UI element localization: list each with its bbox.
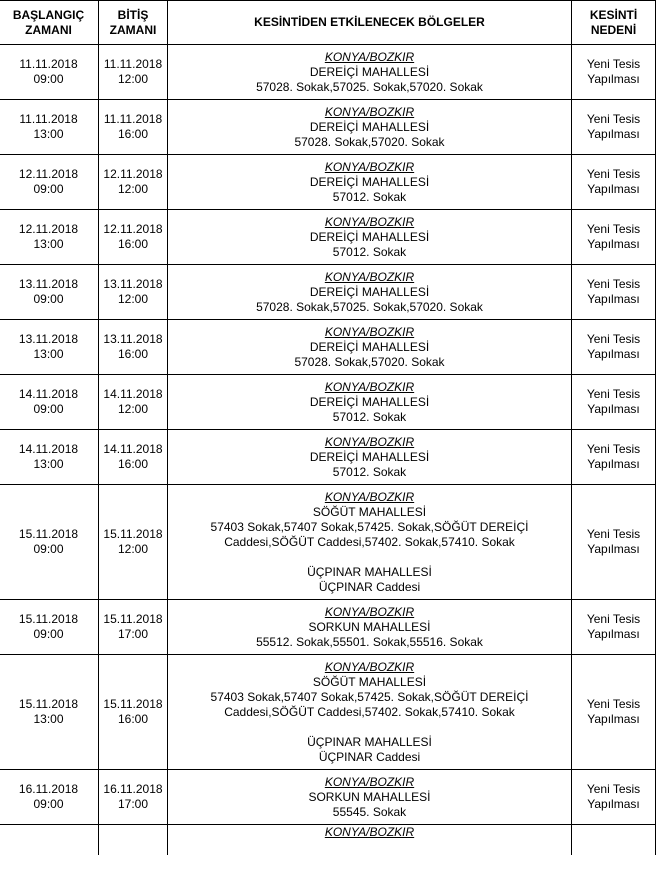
start-date: 12.11.2018 xyxy=(18,222,79,236)
area-line: SORKUN MAHALLESİ xyxy=(308,789,431,804)
province-link: KONYA/BOZKIR xyxy=(324,159,415,174)
table-row xyxy=(0,100,656,155)
reason-line: Yeni Tesis xyxy=(586,112,641,126)
reason-cell xyxy=(572,655,656,770)
reason-cell xyxy=(572,485,656,600)
end-cell xyxy=(99,655,168,770)
start-cell xyxy=(0,485,99,600)
end-date: 15.11.2018 xyxy=(103,527,163,541)
start-cell xyxy=(0,770,99,825)
area-line: 57012. Sokak xyxy=(332,189,407,204)
reason-line: Yapılması xyxy=(587,712,640,726)
end-cell xyxy=(99,430,168,485)
start-time: 13:00 xyxy=(33,457,64,471)
reason-line: Yapılması xyxy=(587,347,640,361)
end-time: 17:00 xyxy=(117,797,149,811)
area-line: 57028. Sokak,57020. Sokak xyxy=(294,134,445,149)
start-time: 09:00 xyxy=(33,402,64,416)
area-line: 57028. Sokak,57020. Sokak xyxy=(294,354,445,369)
header-reason xyxy=(572,1,656,45)
table-row xyxy=(0,825,656,856)
reason-line: Yeni Tesis xyxy=(586,442,641,456)
start-cell xyxy=(0,100,99,155)
area-line: DEREİÇİ MAHALLESİ xyxy=(309,449,430,464)
end-time: 16:00 xyxy=(117,457,149,471)
end-cell xyxy=(99,45,168,100)
start-date: 14.11.2018 xyxy=(18,442,79,456)
reason-cell xyxy=(572,825,656,856)
header-row xyxy=(0,1,656,45)
start-cell xyxy=(0,825,99,856)
area-cell xyxy=(168,770,572,825)
area-cell xyxy=(168,210,572,265)
reason-cell xyxy=(572,45,656,100)
start-cell xyxy=(0,45,99,100)
end-date: 11.11.2018 xyxy=(103,112,163,126)
reason-line: Yapılması xyxy=(587,402,640,416)
area-line: 57012. Sokak xyxy=(332,409,407,424)
area-line: DEREİÇİ MAHALLESİ xyxy=(309,119,430,134)
start-time: 09:00 xyxy=(33,542,64,556)
table-row xyxy=(0,655,656,770)
end-cell xyxy=(99,320,168,375)
province-link: KONYA/BOZKIR xyxy=(324,434,415,449)
start-time: 09:00 xyxy=(33,292,64,306)
end-time: 12:00 xyxy=(117,402,149,416)
area-line: 55512. Sokak,55501. Sokak,55516. Sokak xyxy=(256,634,483,649)
start-cell xyxy=(0,210,99,265)
start-date: 15.11.2018 xyxy=(18,697,79,711)
header-end-line2: ZAMANI xyxy=(109,22,157,37)
header-end-time xyxy=(99,1,168,45)
line-gap xyxy=(168,550,571,565)
province-link: KONYA/BOZKIR xyxy=(324,604,415,619)
area-line: DEREİÇİ MAHALLESİ xyxy=(309,64,430,79)
area-line: 57403 Sokak,57407 Sokak,57425. Sokak,SÖĞÜT DEREİÇİ xyxy=(210,519,529,534)
start-cell xyxy=(0,430,99,485)
end-date: 14.11.2018 xyxy=(103,387,163,401)
area-cell xyxy=(168,155,572,210)
end-time: 17:00 xyxy=(117,627,149,641)
reason-line: Yeni Tesis xyxy=(586,57,641,71)
reason-cell xyxy=(572,770,656,825)
end-date: 15.11.2018 xyxy=(103,697,163,711)
end-date: 14.11.2018 xyxy=(103,442,163,456)
table-row xyxy=(0,210,656,265)
header-reason-line1: KESİNTİ xyxy=(589,7,638,22)
table-row xyxy=(0,485,656,600)
reason-line: Yapılması xyxy=(587,627,640,641)
start-date: 14.11.2018 xyxy=(18,387,79,401)
reason-line: Yeni Tesis xyxy=(586,527,641,541)
table-row xyxy=(0,45,656,100)
end-time: 16:00 xyxy=(117,712,149,726)
start-date: 15.11.2018 xyxy=(18,612,79,626)
end-date: 11.11.2018 xyxy=(103,57,163,71)
area-cell xyxy=(168,375,572,430)
start-cell xyxy=(0,375,99,430)
header-start-line2: ZAMANI xyxy=(25,22,72,37)
start-time: 13:00 xyxy=(33,237,64,251)
end-cell xyxy=(99,485,168,600)
end-time: 12:00 xyxy=(117,182,149,196)
area-line: SÖĞÜT MAHALLESİ xyxy=(312,504,427,519)
start-cell xyxy=(0,600,99,655)
table-row xyxy=(0,600,656,655)
area-line: 57403 Sokak,57407 Sokak,57425. Sokak,SÖĞÜT DEREİÇİ xyxy=(210,689,529,704)
reason-line: Yapılması xyxy=(587,182,640,196)
reason-line: Yapılması xyxy=(587,72,640,86)
area-line: DEREİÇİ MAHALLESİ xyxy=(309,229,430,244)
start-date: 13.11.2018 xyxy=(18,277,79,291)
start-date: 15.11.2018 xyxy=(18,527,79,541)
header-end-line1: BİTİŞ xyxy=(117,7,149,22)
reason-line: Yeni Tesis xyxy=(586,782,641,796)
end-time: 12:00 xyxy=(117,292,149,306)
table-body xyxy=(0,45,656,856)
area-line: 57012. Sokak xyxy=(332,464,407,479)
end-time: 12:00 xyxy=(117,542,149,556)
area-line: DEREİÇİ MAHALLESİ xyxy=(309,394,430,409)
reason-cell xyxy=(572,100,656,155)
area-line: Caddesi,SÖĞÜT Caddesi,57402. Sokak,57410. Sokak xyxy=(224,534,515,549)
area-line: DEREİÇİ MAHALLESİ xyxy=(309,284,430,299)
table-row xyxy=(0,770,656,825)
end-time: 12:00 xyxy=(117,72,149,86)
start-time: 13:00 xyxy=(33,712,64,726)
table-row xyxy=(0,320,656,375)
table-row xyxy=(0,430,656,485)
end-cell xyxy=(99,770,168,825)
start-time: 09:00 xyxy=(33,627,64,641)
reason-cell xyxy=(572,265,656,320)
reason-line: Yapılması xyxy=(587,292,640,306)
reason-line: Yeni Tesis xyxy=(586,277,641,291)
end-cell xyxy=(99,210,168,265)
reason-line: Yeni Tesis xyxy=(586,697,641,711)
start-date: 16.11.2018 xyxy=(18,782,79,796)
start-cell xyxy=(0,655,99,770)
end-cell xyxy=(99,600,168,655)
table-row xyxy=(0,375,656,430)
area-line: ÜÇPINAR MAHALLESİ xyxy=(307,734,432,749)
province-link: KONYA/BOZKIR xyxy=(324,49,415,64)
header-reason-line2: NEDENİ xyxy=(590,22,637,37)
area-line: ÜÇPINAR Caddesi xyxy=(318,749,421,764)
start-date: 11.11.2018 xyxy=(19,57,78,71)
area-line: DEREİÇİ MAHALLESİ xyxy=(309,339,430,354)
area-cell xyxy=(168,600,572,655)
start-cell xyxy=(0,265,99,320)
end-date: 15.11.2018 xyxy=(103,612,163,626)
area-line: 57028. Sokak,57025. Sokak,57020. Sokak xyxy=(256,299,483,314)
reason-cell xyxy=(572,155,656,210)
area-line: SORKUN MAHALLESİ xyxy=(308,619,431,634)
end-date: 12.11.2018 xyxy=(103,167,163,181)
start-date: 13.11.2018 xyxy=(18,332,79,346)
start-cell xyxy=(0,320,99,375)
area-cell xyxy=(168,45,572,100)
end-cell xyxy=(99,265,168,320)
area-cell xyxy=(168,485,572,600)
province-link: KONYA/BOZKIR xyxy=(324,489,415,504)
reason-line: Yapılması xyxy=(587,127,640,141)
end-date: 13.11.2018 xyxy=(103,332,163,346)
end-date: 16.11.2018 xyxy=(103,782,163,796)
end-time: 16:00 xyxy=(117,237,149,251)
area-line: ÜÇPINAR MAHALLESİ xyxy=(307,564,432,579)
province-link: KONYA/BOZKIR xyxy=(324,825,415,839)
province-link: KONYA/BOZKIR xyxy=(324,659,415,674)
reason-cell xyxy=(572,430,656,485)
reason-line: Yeni Tesis xyxy=(586,167,641,181)
area-line: DEREİÇİ MAHALLESİ xyxy=(309,174,430,189)
reason-line: Yeni Tesis xyxy=(586,612,641,626)
table-row xyxy=(0,265,656,320)
start-date: 11.11.2018 xyxy=(19,112,78,126)
end-cell xyxy=(99,155,168,210)
area-cell xyxy=(168,825,572,856)
end-date: 12.11.2018 xyxy=(103,222,163,236)
reason-line: Yapılması xyxy=(587,237,640,251)
area-cell xyxy=(168,655,572,770)
reason-line: Yeni Tesis xyxy=(586,332,641,346)
area-line: SÖĞÜT MAHALLESİ xyxy=(312,674,427,689)
header-affected-areas: KESİNTİDEN ETKİLENECEK BÖLGELER xyxy=(168,1,572,45)
province-link: KONYA/BOZKIR xyxy=(324,774,415,789)
area-line: 55545. Sokak xyxy=(332,804,407,819)
end-cell xyxy=(99,375,168,430)
province-link: KONYA/BOZKIR xyxy=(324,104,415,119)
area-line: 57012. Sokak xyxy=(332,244,407,259)
line-gap xyxy=(168,720,571,735)
area-line: ÜÇPINAR Caddesi xyxy=(318,579,421,594)
table-row xyxy=(0,155,656,210)
province-link: KONYA/BOZKIR xyxy=(324,379,415,394)
area-cell xyxy=(168,320,572,375)
reason-cell xyxy=(572,600,656,655)
end-cell xyxy=(99,825,168,856)
reason-cell xyxy=(572,210,656,265)
start-date: 12.11.2018 xyxy=(18,167,79,181)
start-time: 09:00 xyxy=(33,182,64,196)
area-cell xyxy=(168,430,572,485)
end-time: 16:00 xyxy=(117,127,149,141)
start-time: 09:00 xyxy=(33,797,64,811)
start-time: 13:00 xyxy=(33,347,64,361)
start-time: 13:00 xyxy=(33,127,64,141)
reason-cell xyxy=(572,375,656,430)
area-cell xyxy=(168,100,572,155)
end-cell xyxy=(99,100,168,155)
province-link: KONYA/BOZKIR xyxy=(324,214,415,229)
header-start-line1: BAŞLANGIÇ xyxy=(12,7,85,22)
reason-line: Yapılması xyxy=(587,457,640,471)
start-cell xyxy=(0,155,99,210)
start-time: 09:00 xyxy=(33,72,64,86)
reason-line: Yapılması xyxy=(587,542,640,556)
reason-line: Yeni Tesis xyxy=(586,222,641,236)
area-line: Caddesi,SÖĞÜT Caddesi,57402. Sokak,57410. Sokak xyxy=(224,704,515,719)
area-cell xyxy=(168,265,572,320)
province-link: KONYA/BOZKIR xyxy=(324,269,415,284)
reason-cell xyxy=(572,320,656,375)
end-date: 13.11.2018 xyxy=(103,277,163,291)
end-time: 16:00 xyxy=(117,347,149,361)
header-start-time xyxy=(0,1,99,45)
reason-line: Yeni Tesis xyxy=(586,387,641,401)
area-line: 57028. Sokak,57025. Sokak,57020. Sokak xyxy=(256,79,483,94)
reason-line: Yapılması xyxy=(587,797,640,811)
province-link: KONYA/BOZKIR xyxy=(324,324,415,339)
